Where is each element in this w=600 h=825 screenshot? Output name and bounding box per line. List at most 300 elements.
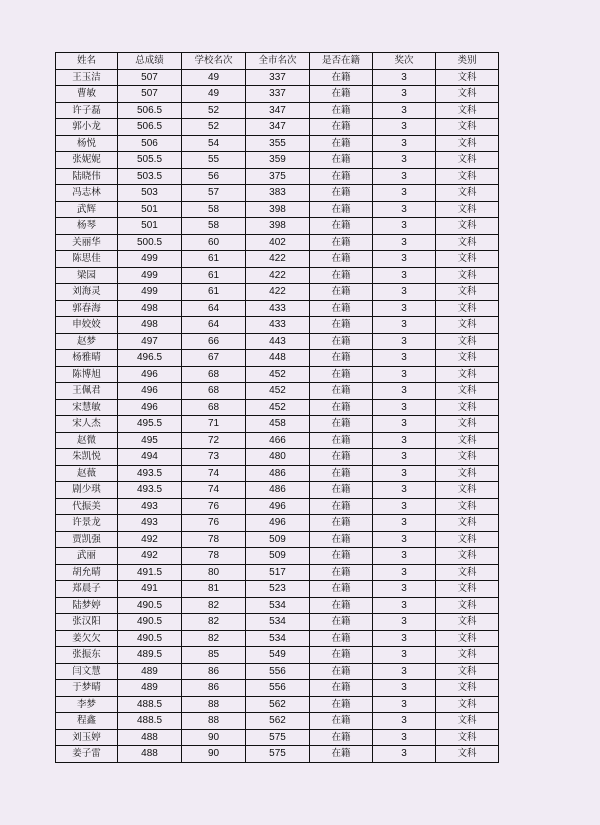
cell-name: 许景龙	[56, 515, 118, 532]
cell-category: 文科	[436, 548, 499, 565]
table-row	[56, 119, 499, 136]
cell-award-level: 3	[373, 746, 436, 763]
cell-name: 赵微	[56, 432, 118, 449]
cell-category: 文科	[436, 119, 499, 136]
cell-award-level: 3	[373, 663, 436, 680]
cell-city-rank: 347	[246, 119, 310, 136]
cell-city-rank: 556	[246, 680, 310, 697]
cell-award-level: 3	[373, 185, 436, 202]
cell-total-score: 507	[118, 69, 182, 86]
cell-award-level: 3	[373, 482, 436, 499]
cell-total-score: 488	[118, 746, 182, 763]
cell-name: 杨悦	[56, 135, 118, 152]
cell-category: 文科	[436, 416, 499, 433]
table-row	[56, 135, 499, 152]
cell-name: 陈思佳	[56, 251, 118, 268]
cell-enrollment-status: 在籍	[310, 630, 373, 647]
cell-category: 文科	[436, 663, 499, 680]
cell-name: 曹敏	[56, 86, 118, 103]
cell-category: 文科	[436, 597, 499, 614]
cell-category: 文科	[436, 69, 499, 86]
cell-city-rank: 517	[246, 564, 310, 581]
cell-award-level: 3	[373, 515, 436, 532]
cell-city-rank: 452	[246, 383, 310, 400]
cell-school-rank: 64	[182, 300, 246, 317]
table-body	[56, 69, 499, 762]
table-row	[56, 729, 499, 746]
table-row	[56, 284, 499, 301]
cell-category: 文科	[436, 383, 499, 400]
cell-school-rank: 54	[182, 135, 246, 152]
cell-enrollment-status: 在籍	[310, 515, 373, 532]
cell-city-rank: 486	[246, 465, 310, 482]
cell-school-rank: 68	[182, 366, 246, 383]
cell-total-score: 489.5	[118, 647, 182, 664]
cell-school-rank: 52	[182, 102, 246, 119]
cell-city-rank: 562	[246, 713, 310, 730]
table-row	[56, 350, 499, 367]
cell-award-level: 3	[373, 531, 436, 548]
cell-school-rank: 61	[182, 251, 246, 268]
cell-city-rank: 534	[246, 614, 310, 631]
cell-school-rank: 86	[182, 680, 246, 697]
cell-total-score: 499	[118, 267, 182, 284]
cell-category: 文科	[436, 696, 499, 713]
cell-award-level: 3	[373, 350, 436, 367]
cell-city-rank: 443	[246, 333, 310, 350]
cell-total-score: 491	[118, 581, 182, 598]
cell-total-score: 489	[118, 663, 182, 680]
cell-school-rank: 90	[182, 729, 246, 746]
cell-city-rank: 448	[246, 350, 310, 367]
table-row	[56, 663, 499, 680]
cell-category: 文科	[436, 201, 499, 218]
cell-name: 姜欠欠	[56, 630, 118, 647]
cell-award-level: 3	[373, 614, 436, 631]
cell-enrollment-status: 在籍	[310, 383, 373, 400]
cell-city-rank: 422	[246, 251, 310, 268]
cell-total-score: 496	[118, 366, 182, 383]
cell-category: 文科	[436, 630, 499, 647]
cell-category: 文科	[436, 746, 499, 763]
cell-name: 剧少琪	[56, 482, 118, 499]
cell-award-level: 3	[373, 383, 436, 400]
cell-category: 文科	[436, 267, 499, 284]
table-row	[56, 251, 499, 268]
table-header-row	[56, 53, 499, 70]
cell-award-level: 3	[373, 647, 436, 664]
cell-enrollment-status: 在籍	[310, 333, 373, 350]
cell-total-score: 500.5	[118, 234, 182, 251]
cell-name: 郭春海	[56, 300, 118, 317]
cell-category: 文科	[436, 581, 499, 598]
cell-award-level: 3	[373, 597, 436, 614]
cell-award-level: 3	[373, 152, 436, 169]
table-row	[56, 581, 499, 598]
cell-enrollment-status: 在籍	[310, 482, 373, 499]
cell-name: 宋慧敏	[56, 399, 118, 416]
table-row	[56, 548, 499, 565]
cell-name: 贾凯强	[56, 531, 118, 548]
cell-name: 赵梦	[56, 333, 118, 350]
cell-school-rank: 88	[182, 696, 246, 713]
table-row	[56, 69, 499, 86]
table-row	[56, 564, 499, 581]
cell-city-rank: 556	[246, 663, 310, 680]
cell-school-rank: 67	[182, 350, 246, 367]
cell-enrollment-status: 在籍	[310, 185, 373, 202]
cell-city-rank: 398	[246, 218, 310, 235]
table-row	[56, 432, 499, 449]
cell-category: 文科	[436, 86, 499, 103]
cell-school-rank: 56	[182, 168, 246, 185]
table-row	[56, 482, 499, 499]
cell-total-score: 503	[118, 185, 182, 202]
table-row	[56, 498, 499, 515]
cell-category: 文科	[436, 168, 499, 185]
cell-city-rank: 337	[246, 69, 310, 86]
cell-enrollment-status: 在籍	[310, 152, 373, 169]
cell-total-score: 501	[118, 218, 182, 235]
cell-award-level: 3	[373, 267, 436, 284]
cell-city-rank: 422	[246, 284, 310, 301]
cell-enrollment-status: 在籍	[310, 86, 373, 103]
cell-city-rank: 433	[246, 317, 310, 334]
cell-enrollment-status: 在籍	[310, 366, 373, 383]
cell-category: 文科	[436, 482, 499, 499]
cell-city-rank: 452	[246, 366, 310, 383]
cell-award-level: 3	[373, 581, 436, 598]
cell-enrollment-status: 在籍	[310, 119, 373, 136]
cell-enrollment-status: 在籍	[310, 581, 373, 598]
cell-name: 刘海灵	[56, 284, 118, 301]
cell-school-rank: 88	[182, 713, 246, 730]
column-header-category: 类别	[436, 53, 499, 70]
column-header-enrollment-status: 是否在籍	[310, 53, 373, 70]
cell-total-score: 489	[118, 680, 182, 697]
cell-name: 郑晨子	[56, 581, 118, 598]
cell-award-level: 3	[373, 548, 436, 565]
cell-total-score: 501	[118, 201, 182, 218]
cell-school-rank: 66	[182, 333, 246, 350]
cell-total-score: 499	[118, 251, 182, 268]
cell-school-rank: 52	[182, 119, 246, 136]
cell-name: 李梦	[56, 696, 118, 713]
cell-city-rank: 534	[246, 630, 310, 647]
cell-school-rank: 82	[182, 630, 246, 647]
cell-total-score: 495.5	[118, 416, 182, 433]
table-row	[56, 267, 499, 284]
cell-school-rank: 49	[182, 86, 246, 103]
cell-name: 刘玉婷	[56, 729, 118, 746]
cell-award-level: 3	[373, 119, 436, 136]
cell-award-level: 3	[373, 630, 436, 647]
cell-name: 赵薇	[56, 465, 118, 482]
cell-category: 文科	[436, 366, 499, 383]
table-row	[56, 201, 499, 218]
cell-name: 张妮妮	[56, 152, 118, 169]
cell-enrollment-status: 在籍	[310, 647, 373, 664]
cell-school-rank: 68	[182, 383, 246, 400]
cell-enrollment-status: 在籍	[310, 663, 373, 680]
cell-name: 宋人杰	[56, 416, 118, 433]
cell-name: 郭小龙	[56, 119, 118, 136]
cell-enrollment-status: 在籍	[310, 498, 373, 515]
cell-name: 张振东	[56, 647, 118, 664]
table-row	[56, 333, 499, 350]
cell-city-rank: 383	[246, 185, 310, 202]
table-row	[56, 449, 499, 466]
cell-enrollment-status: 在籍	[310, 680, 373, 697]
cell-city-rank: 575	[246, 746, 310, 763]
table-row	[56, 531, 499, 548]
cell-city-rank: 509	[246, 531, 310, 548]
cell-enrollment-status: 在籍	[310, 696, 373, 713]
cell-name: 陈博旭	[56, 366, 118, 383]
cell-school-rank: 74	[182, 482, 246, 499]
cell-total-score: 493.5	[118, 482, 182, 499]
cell-award-level: 3	[373, 201, 436, 218]
cell-enrollment-status: 在籍	[310, 317, 373, 334]
cell-school-rank: 60	[182, 234, 246, 251]
cell-enrollment-status: 在籍	[310, 729, 373, 746]
cell-award-level: 3	[373, 366, 436, 383]
cell-award-level: 3	[373, 498, 436, 515]
cell-total-score: 491.5	[118, 564, 182, 581]
cell-city-rank: 486	[246, 482, 310, 499]
table-row	[56, 647, 499, 664]
cell-enrollment-status: 在籍	[310, 234, 373, 251]
cell-award-level: 3	[373, 218, 436, 235]
cell-total-score: 493	[118, 515, 182, 532]
table-row	[56, 630, 499, 647]
cell-name: 王佩君	[56, 383, 118, 400]
cell-category: 文科	[436, 152, 499, 169]
cell-total-score: 499	[118, 284, 182, 301]
cell-school-rank: 80	[182, 564, 246, 581]
table-row	[56, 300, 499, 317]
cell-category: 文科	[436, 185, 499, 202]
table-row	[56, 416, 499, 433]
score-table	[55, 52, 499, 763]
cell-category: 文科	[436, 432, 499, 449]
cell-city-rank: 347	[246, 102, 310, 119]
cell-school-rank: 82	[182, 597, 246, 614]
table-row	[56, 597, 499, 614]
cell-name: 程鑫	[56, 713, 118, 730]
cell-school-rank: 68	[182, 399, 246, 416]
cell-total-score: 498	[118, 317, 182, 334]
cell-category: 文科	[436, 218, 499, 235]
cell-award-level: 3	[373, 729, 436, 746]
cell-enrollment-status: 在籍	[310, 267, 373, 284]
cell-enrollment-status: 在籍	[310, 350, 373, 367]
cell-award-level: 3	[373, 333, 436, 350]
cell-school-rank: 76	[182, 498, 246, 515]
table-row	[56, 317, 499, 334]
column-header-total-score: 总成绩	[118, 53, 182, 70]
cell-category: 文科	[436, 564, 499, 581]
cell-total-score: 493.5	[118, 465, 182, 482]
cell-category: 文科	[436, 498, 499, 515]
column-header-name: 姓名	[56, 53, 118, 70]
cell-name: 陆梦婷	[56, 597, 118, 614]
cell-total-score: 495	[118, 432, 182, 449]
cell-enrollment-status: 在籍	[310, 416, 373, 433]
cell-school-rank: 78	[182, 531, 246, 548]
cell-total-score: 493	[118, 498, 182, 515]
cell-name: 申姣姣	[56, 317, 118, 334]
cell-school-rank: 58	[182, 201, 246, 218]
cell-category: 文科	[436, 515, 499, 532]
cell-category: 文科	[436, 449, 499, 466]
cell-school-rank: 61	[182, 284, 246, 301]
cell-total-score: 492	[118, 531, 182, 548]
cell-award-level: 3	[373, 713, 436, 730]
cell-school-rank: 73	[182, 449, 246, 466]
cell-school-rank: 85	[182, 647, 246, 664]
cell-enrollment-status: 在籍	[310, 531, 373, 548]
cell-name: 陆晓伟	[56, 168, 118, 185]
cell-total-score: 506.5	[118, 119, 182, 136]
cell-city-rank: 562	[246, 696, 310, 713]
cell-name: 于梦晴	[56, 680, 118, 697]
cell-city-rank: 433	[246, 300, 310, 317]
cell-enrollment-status: 在籍	[310, 432, 373, 449]
cell-name: 朱凯悦	[56, 449, 118, 466]
cell-school-rank: 78	[182, 548, 246, 565]
cell-enrollment-status: 在籍	[310, 449, 373, 466]
cell-enrollment-status: 在籍	[310, 135, 373, 152]
cell-total-score: 494	[118, 449, 182, 466]
cell-name: 杨雅晴	[56, 350, 118, 367]
cell-school-rank: 58	[182, 218, 246, 235]
cell-award-level: 3	[373, 465, 436, 482]
cell-award-level: 3	[373, 680, 436, 697]
cell-award-level: 3	[373, 399, 436, 416]
cell-name: 张汉阳	[56, 614, 118, 631]
cell-enrollment-status: 在籍	[310, 300, 373, 317]
table-row	[56, 366, 499, 383]
cell-award-level: 3	[373, 317, 436, 334]
cell-name: 武丽	[56, 548, 118, 565]
cell-name: 关丽华	[56, 234, 118, 251]
cell-enrollment-status: 在籍	[310, 102, 373, 119]
table-row	[56, 152, 499, 169]
table-row	[56, 713, 499, 730]
cell-award-level: 3	[373, 449, 436, 466]
cell-school-rank: 76	[182, 515, 246, 532]
cell-category: 文科	[436, 284, 499, 301]
cell-school-rank: 82	[182, 614, 246, 631]
cell-enrollment-status: 在籍	[310, 399, 373, 416]
cell-enrollment-status: 在籍	[310, 168, 373, 185]
column-header-award-level: 奖次	[373, 53, 436, 70]
cell-total-score: 506	[118, 135, 182, 152]
column-header-city-rank: 全市名次	[246, 53, 310, 70]
cell-award-level: 3	[373, 168, 436, 185]
table-row	[56, 746, 499, 763]
cell-total-score: 488	[118, 729, 182, 746]
cell-school-rank: 71	[182, 416, 246, 433]
cell-enrollment-status: 在籍	[310, 284, 373, 301]
cell-total-score: 497	[118, 333, 182, 350]
cell-enrollment-status: 在籍	[310, 69, 373, 86]
cell-city-rank: 402	[246, 234, 310, 251]
cell-category: 文科	[436, 680, 499, 697]
cell-city-rank: 458	[246, 416, 310, 433]
cell-total-score: 498	[118, 300, 182, 317]
cell-award-level: 3	[373, 300, 436, 317]
cell-school-rank: 61	[182, 267, 246, 284]
cell-category: 文科	[436, 531, 499, 548]
cell-category: 文科	[436, 614, 499, 631]
cell-total-score: 496	[118, 383, 182, 400]
cell-total-score: 488.5	[118, 696, 182, 713]
cell-school-rank: 86	[182, 663, 246, 680]
table-row	[56, 218, 499, 235]
cell-enrollment-status: 在籍	[310, 548, 373, 565]
table-row	[56, 102, 499, 119]
cell-school-rank: 55	[182, 152, 246, 169]
table-row	[56, 680, 499, 697]
cell-school-rank: 64	[182, 317, 246, 334]
cell-category: 文科	[436, 234, 499, 251]
cell-total-score: 506.5	[118, 102, 182, 119]
table-row	[56, 465, 499, 482]
cell-name: 胡允晴	[56, 564, 118, 581]
cell-category: 文科	[436, 399, 499, 416]
cell-total-score: 490.5	[118, 614, 182, 631]
cell-enrollment-status: 在籍	[310, 251, 373, 268]
cell-enrollment-status: 在籍	[310, 218, 373, 235]
cell-enrollment-status: 在籍	[310, 713, 373, 730]
cell-award-level: 3	[373, 696, 436, 713]
cell-school-rank: 57	[182, 185, 246, 202]
cell-school-rank: 90	[182, 746, 246, 763]
cell-name: 代振美	[56, 498, 118, 515]
cell-city-rank: 452	[246, 399, 310, 416]
cell-city-rank: 496	[246, 498, 310, 515]
cell-name: 许子磊	[56, 102, 118, 119]
cell-city-rank: 398	[246, 201, 310, 218]
cell-total-score: 490.5	[118, 597, 182, 614]
cell-school-rank: 81	[182, 581, 246, 598]
cell-city-rank: 422	[246, 267, 310, 284]
cell-city-rank: 549	[246, 647, 310, 664]
cell-total-score: 496	[118, 399, 182, 416]
cell-category: 文科	[436, 135, 499, 152]
cell-award-level: 3	[373, 86, 436, 103]
cell-city-rank: 523	[246, 581, 310, 598]
table-row	[56, 185, 499, 202]
cell-category: 文科	[436, 350, 499, 367]
cell-total-score: 490.5	[118, 630, 182, 647]
table-row	[56, 399, 499, 416]
cell-name: 闫文慧	[56, 663, 118, 680]
cell-total-score: 507	[118, 86, 182, 103]
table-row	[56, 234, 499, 251]
cell-category: 文科	[436, 465, 499, 482]
cell-enrollment-status: 在籍	[310, 597, 373, 614]
cell-city-rank: 480	[246, 449, 310, 466]
cell-name: 杨琴	[56, 218, 118, 235]
cell-enrollment-status: 在籍	[310, 465, 373, 482]
cell-total-score: 492	[118, 548, 182, 565]
cell-award-level: 3	[373, 564, 436, 581]
cell-enrollment-status: 在籍	[310, 614, 373, 631]
cell-award-level: 3	[373, 69, 436, 86]
